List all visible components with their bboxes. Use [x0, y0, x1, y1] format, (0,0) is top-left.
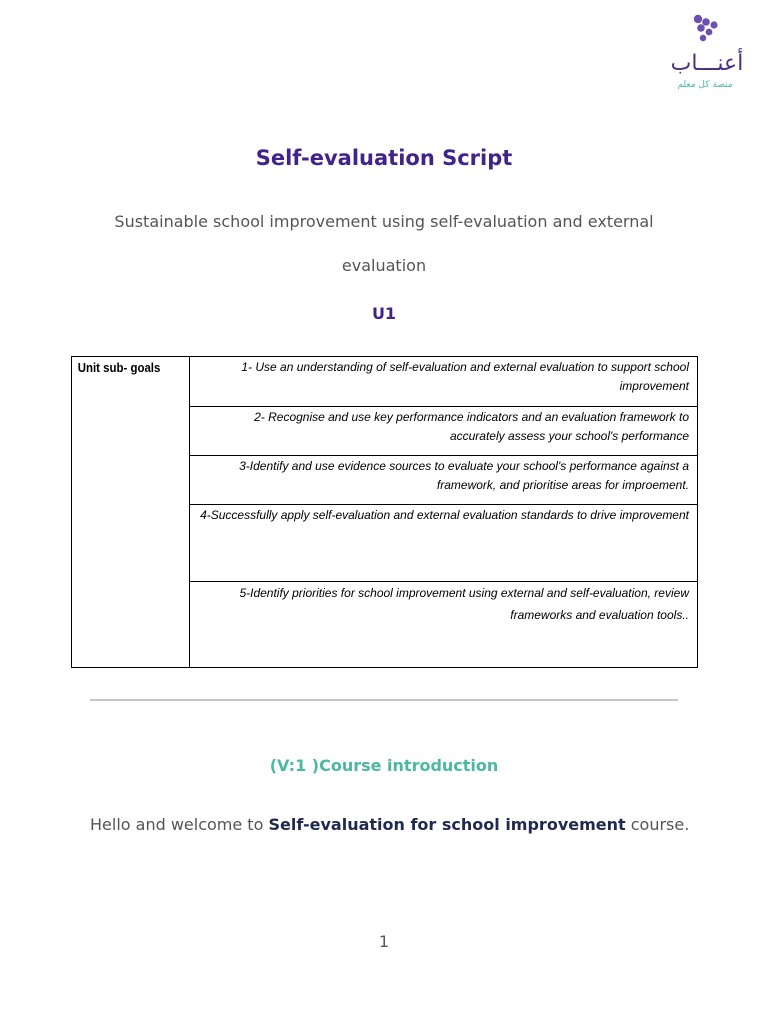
- goal-5: 5-Identify priorities for school improvement using external and self-evaluation, review frameworks and evaluation tools..: [190, 582, 698, 668]
- goal-4: 4-Successfully apply self-evaluation and external evaluation standards to drive improvement: [190, 505, 698, 582]
- page-subtitle: Sustainable school improvement using self-evaluation and external evaluation: [114, 212, 654, 275]
- logo-wordmark: أعنـــاب: [670, 51, 744, 76]
- unit-code: U1: [371, 304, 397, 323]
- goals-header-cell: Unit sub- goals: [72, 357, 176, 668]
- grape-dots-icon: [692, 14, 722, 46]
- goal-1: 1- Use an understanding of self-evaluation and external evaluation to support school improvement: [190, 357, 698, 407]
- section-divider: [90, 699, 678, 701]
- course-name: Self-evaluation for school improvement: [268, 815, 626, 834]
- page-number: 1: [378, 932, 390, 951]
- anaab-logo: [662, 14, 752, 90]
- logo-tagline: منصة كل معلم: [677, 80, 733, 90]
- intro-paragraph: [90, 804, 690, 846]
- unit-goals-table: [71, 356, 698, 668]
- intro-lead: Hello and welcome to: [90, 815, 269, 834]
- page-title: Self-evaluation Script: [255, 146, 513, 170]
- table-row: [72, 357, 698, 407]
- goal-2: 2- Recognise and use key performance indicators and an evaluation framework to accurately assess your school's performance: [190, 407, 698, 456]
- intro-tail: course.: [625, 815, 690, 834]
- goal-3: 3-Identify and use evidence sources to evaluate your school's performance against a framework, and prioritise areas for improement.: [190, 456, 698, 505]
- section-heading: (V:1 )Course introduction: [269, 756, 499, 775]
